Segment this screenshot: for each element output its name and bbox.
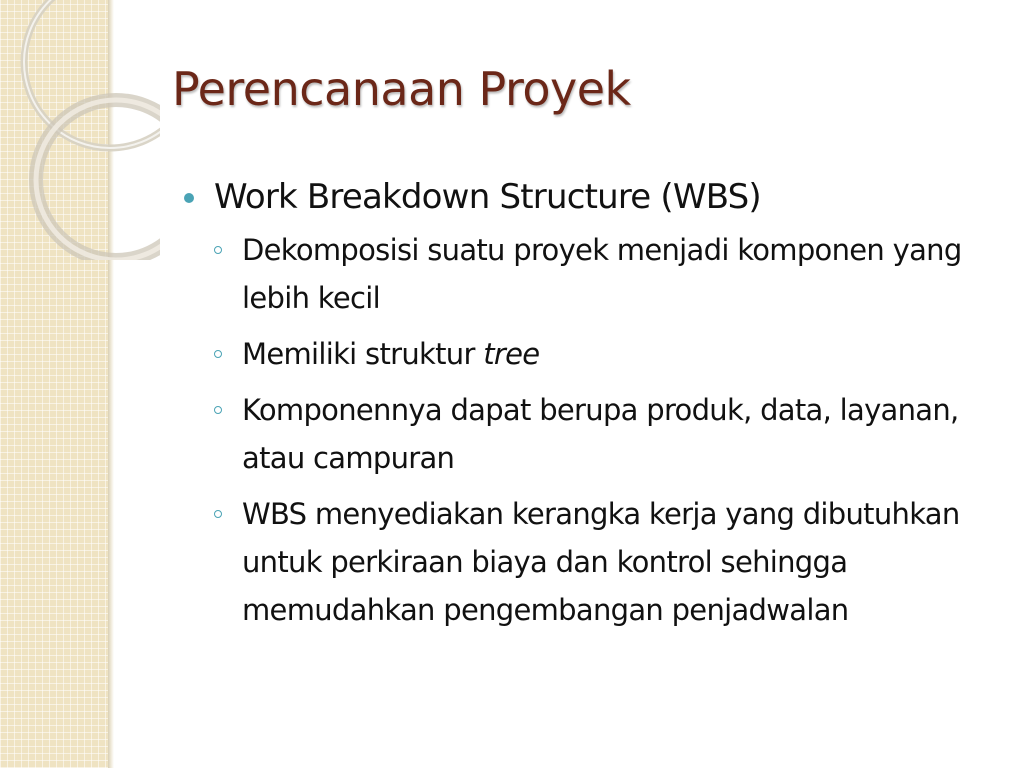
- slide-content: [182, 172, 1002, 642]
- bullet-text: Work Breakdown Structure (WBS): [214, 177, 761, 217]
- ring-bullet-icon: [214, 510, 222, 518]
- sub-bullet-item: [212, 226, 1002, 322]
- ring-bullet-icon: [214, 246, 222, 254]
- sub-bullet-text: Memiliki struktur: [242, 337, 484, 371]
- sub-bullet-text: Komponennya dapat berupa produk, data, layanan, atau campuran: [242, 393, 959, 475]
- bullet-dot-icon: [184, 193, 194, 203]
- slide-title: Perencanaan Proyek: [172, 62, 631, 116]
- ring-bullet-icon: [214, 406, 222, 414]
- sub-bullet-item: [212, 386, 1002, 482]
- sub-bullet-item: [212, 330, 1002, 378]
- sub-bullet-text: WBS menyediakan kerangka kerja yang dibutuhkan untuk perkiraan biaya dan kontrol sehingga memudahkan pengembangan penjadwalan: [242, 497, 960, 627]
- bullet-item: [182, 172, 1002, 222]
- sub-bullet-text: Dekomposisi suatu proyek menjadi komponen yang lebih kecil: [242, 233, 962, 315]
- strip-divider: [108, 0, 114, 768]
- ring-bullet-icon: [214, 350, 222, 358]
- decorative-grid-strip: [0, 0, 108, 768]
- sub-bullet-italic-text: tree: [483, 337, 540, 371]
- sub-bullet-item: [212, 490, 1002, 634]
- sub-bullet-list: [212, 226, 1002, 634]
